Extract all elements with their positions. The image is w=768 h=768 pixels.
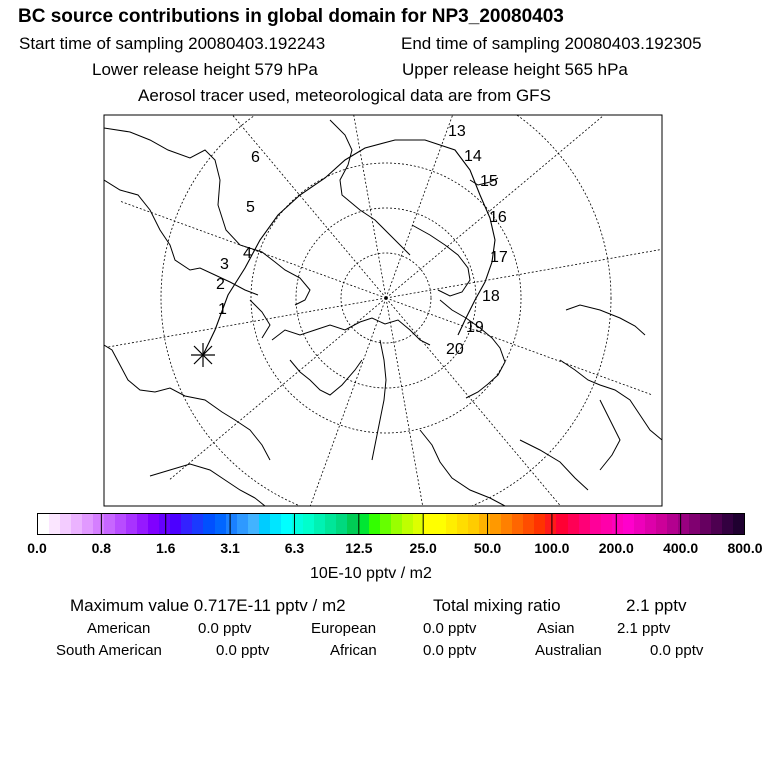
region-name: South American <box>56 642 162 659</box>
trajectory-label: 20 <box>446 341 464 358</box>
colorbar-tick-label: 0.0 <box>27 540 47 556</box>
total-mixing-value: 2.1 pptv <box>626 596 687 615</box>
colorbar-tick-label: 100.0 <box>534 540 570 556</box>
trajectory-label: 14 <box>464 148 482 165</box>
trajectory-label: 1 <box>218 301 227 318</box>
colorbar-tick-label: 25.0 <box>409 540 437 556</box>
trajectory-label: 18 <box>482 288 500 305</box>
trajectory-label: 4 <box>243 245 252 262</box>
region-name: Australian <box>535 642 602 659</box>
trajectory-label: 13 <box>448 123 466 140</box>
plot-title: BC source contributions in global domain for NP3_20080403 <box>18 6 564 27</box>
region-value: 0.0 pptv <box>216 642 270 659</box>
region-value: 0.0 pptv <box>650 642 704 659</box>
trajectory-label: 6 <box>251 149 260 166</box>
region-name: African <box>330 642 377 659</box>
colorbar-unit: 10E-10 pptv / m2 <box>310 565 432 582</box>
colorbar-tick-label: 12.5 <box>345 540 373 556</box>
trajectory-label: 3 <box>220 256 229 273</box>
trajectory-label: 19 <box>466 319 484 336</box>
region-value: 0.0 pptv <box>198 620 252 637</box>
start-time: Start time of sampling 20080403.192243 <box>19 34 326 53</box>
colorbar-tick-label: 6.3 <box>284 540 305 556</box>
max-value: Maximum value 0.717E-11 pptv / m2 <box>70 596 346 615</box>
trajectory-label: 5 <box>246 199 255 216</box>
colorbar-tick-label: 1.6 <box>155 540 176 556</box>
trajectory-label: 16 <box>489 209 507 226</box>
region-name: European <box>311 620 377 637</box>
trajectory-label: 17 <box>490 249 508 266</box>
trajectory-label: 2 <box>216 276 225 293</box>
trajectory-label: 15 <box>480 173 498 190</box>
end-time: End time of sampling 20080403.192305 <box>401 34 702 53</box>
colorbar-tick-label: 3.1 <box>220 540 240 556</box>
region-value: 0.0 pptv <box>423 642 477 659</box>
upper-release-height: Upper release height 565 hPa <box>402 60 628 79</box>
region-name: American <box>87 620 151 637</box>
region-value: 2.1 pptv <box>617 620 671 637</box>
tracer-note: Aerosol tracer used, meteorological data are from GFS <box>138 86 551 105</box>
colorbar-tick-label: 200.0 <box>598 540 634 556</box>
colorbar-tick-label: 400.0 <box>663 540 699 556</box>
total-mixing-label: Total mixing ratio <box>433 596 561 615</box>
colorbar-tick-label: 0.8 <box>91 540 112 556</box>
region-value: 0.0 pptv <box>423 620 477 637</box>
region-name: Asian <box>537 620 575 637</box>
lower-release-height: Lower release height 579 hPa <box>92 60 318 79</box>
colorbar-tick-label: 800.0 <box>727 540 763 556</box>
colorbar-tick-label: 50.0 <box>473 540 502 556</box>
